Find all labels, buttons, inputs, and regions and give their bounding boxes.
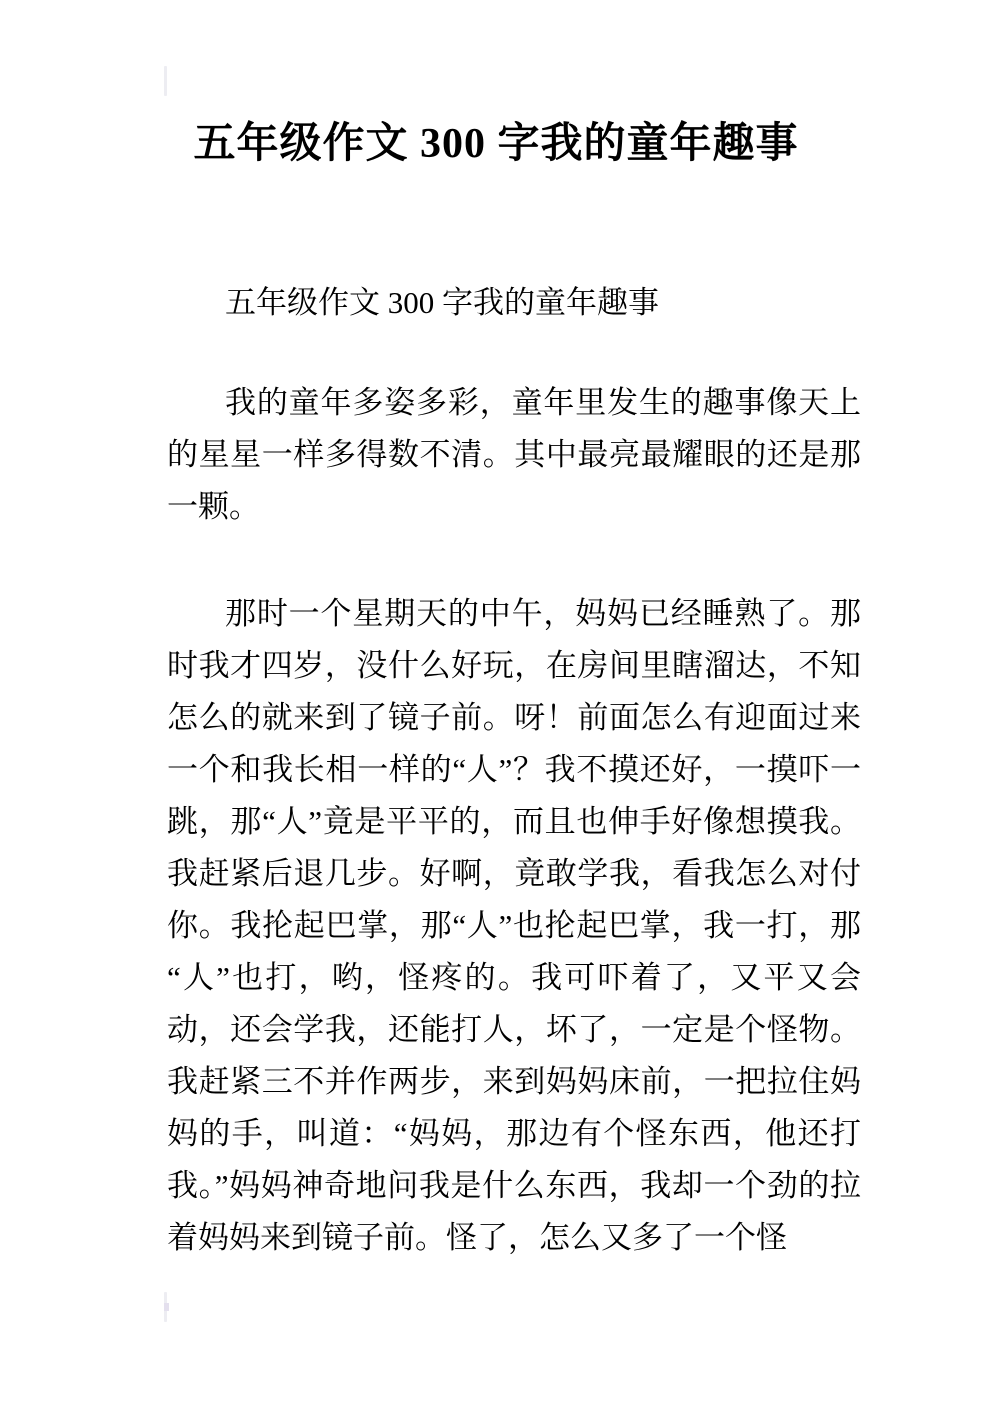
paragraph-story: 那时一个星期天的中午，妈妈已经睡熟了。那时我才四岁，没什么好玩，在房间里瞎溜达，不知怎么的就来到了镜子前。呀！前面怎么有迎面过来一个和我长相一样的“人”？我不摸还好，一摸吓一跳，那“人”竟是平平的，而且也伸手好像想摸我。我赶紧后退几步。好啊，竟敢学我，看我怎么对付你。我抡起巴掌，那“人”也抡起巴掌，我一打，那“人”也打，哟，怪疼的。我可吓着了，又平又会动，还会学我，还能打人，坏了，一定是个怪物。我赶紧三不并作两步，来到妈妈床前，一把拉住妈妈的手，叫道：“妈妈，那边有个怪东西，他还打我。”妈妈神奇地问我是什么东西，我却一个劲的拉着妈妈来到镜子前。怪了，怎么又多了一个怪 — [167, 596, 861, 1255]
scan-artifact-bottom — [164, 1292, 167, 1322]
document-subtitle: 五年级作文 300 字我的童年趣事 — [225, 285, 659, 320]
scan-artifact-top — [164, 66, 167, 96]
document-body — [167, 277, 861, 1264]
document-title: 五年级作文 300 字我的童年趣事 — [193, 121, 799, 167]
paragraph-intro: 我的童年多姿多彩，童年里发生的趣事像天上的星星一样多得数不清。其中最亮最耀眼的还是那一颗。 — [167, 385, 861, 524]
